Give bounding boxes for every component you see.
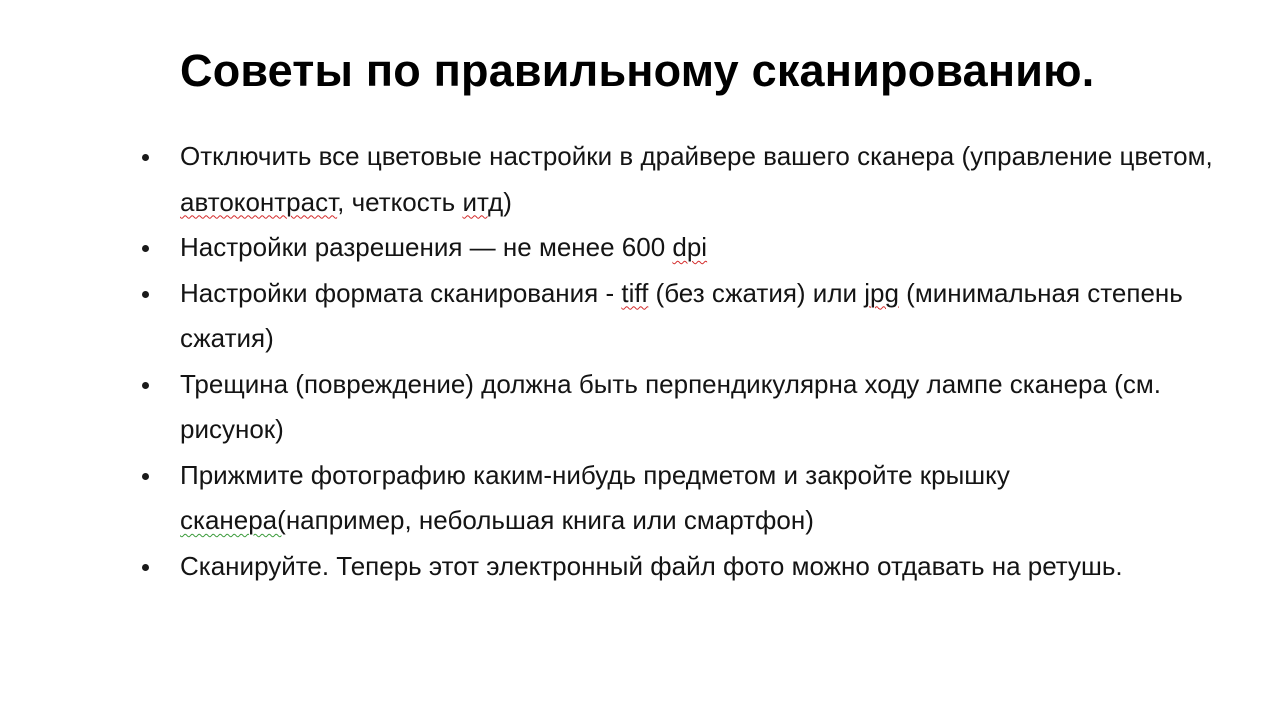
bullet-item-resolution bbox=[136, 225, 1226, 271]
bullet-item-disable-color-settings bbox=[136, 134, 1226, 225]
bullet-dot-icon bbox=[142, 291, 149, 298]
spellcheck-word: автоконтраст bbox=[180, 186, 338, 217]
bullet-text: Отключить все цветовые настройки в драйвере вашего сканера (управление цветом, bbox=[180, 141, 1213, 171]
bullet-item-press-photo bbox=[136, 453, 1226, 544]
spellcheck-word: jpg bbox=[864, 277, 899, 308]
bullet-text: Трещина (повреждение) должна быть перпендикулярна ходу лампе сканера (см. рисунок) bbox=[180, 368, 1161, 444]
bullet-item-format bbox=[136, 271, 1226, 362]
bullet-text: , четкость bbox=[337, 186, 463, 217]
bullet-text: Сканируйте. Теперь этот электронный файл фото можно отдавать на ретушь. bbox=[180, 550, 1123, 581]
bullet-text: (без сжатия) или bbox=[648, 277, 865, 308]
bullet-dot-icon bbox=[142, 382, 149, 389]
slide-title: Советы по правильному сканированию. bbox=[180, 45, 1095, 96]
bullet-item-scan bbox=[136, 544, 1226, 590]
grammar-check-word: сканера( bbox=[180, 505, 286, 535]
spellcheck-word: dpi bbox=[672, 232, 708, 262]
spellcheck-word: tiff bbox=[621, 277, 649, 308]
bullet-text: например, небольшая книга или смартфон) bbox=[285, 505, 814, 535]
bullet-text: (минимальная степень сжатия) bbox=[180, 277, 1183, 353]
bullet-dot-icon bbox=[142, 564, 149, 571]
bullet-dot-icon bbox=[142, 154, 149, 161]
bullet-dot-icon bbox=[142, 245, 149, 252]
bullet-item-crack-orientation bbox=[136, 362, 1226, 453]
bullet-text: Настройки разрешения — не менее 600 bbox=[180, 232, 673, 262]
bullet-dot-icon bbox=[142, 473, 149, 480]
bullet-text: Прижмите фотографию каким-нибудь предметом и закройте крышку bbox=[180, 459, 1010, 490]
bullet-text: Настройки формата сканирования - bbox=[180, 277, 622, 308]
bullet-list bbox=[136, 134, 1226, 589]
bullet-text: ) bbox=[503, 186, 512, 217]
spellcheck-word: итд bbox=[462, 186, 504, 217]
